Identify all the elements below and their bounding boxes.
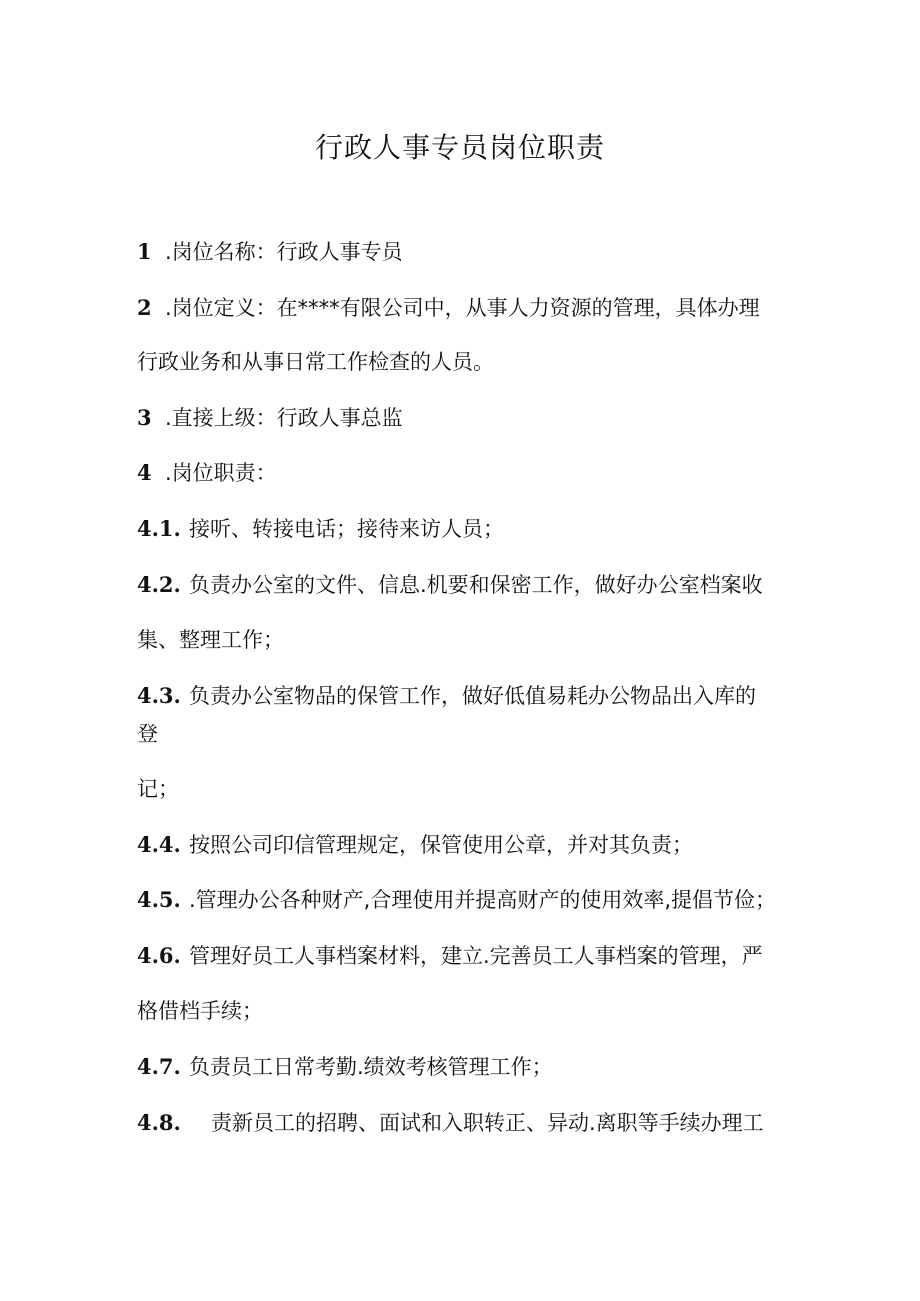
- item-text: 按照公司印信管理规定，保管使用公章，并对其负责；: [189, 833, 693, 857]
- item-4-3-continued: [137, 718, 158, 750]
- item-number: 4.3.: [137, 683, 181, 708]
- item-number: 4.8.: [137, 1110, 181, 1135]
- item-4-3-continued-2: [137, 773, 179, 805]
- item-number: 4.2.: [137, 572, 181, 597]
- item-text: 接听、转接电话；接待来访人员；: [189, 517, 504, 541]
- item-number: 4.7.: [137, 1054, 181, 1079]
- item-text: .岗位定义：在****有限公司中，从事人力资源的管理，具体办理: [165, 296, 760, 320]
- item-3: [137, 402, 403, 434]
- item-1: [137, 236, 403, 268]
- item-4-6: [137, 940, 763, 972]
- item-4-2: [137, 569, 763, 601]
- item-2: [137, 292, 760, 324]
- item-number: 4.6.: [137, 943, 181, 968]
- item-text: 格借档手续；: [137, 999, 263, 1023]
- item-4-5: [137, 884, 776, 916]
- page-title: 行政人事专员岗位职责: [314, 131, 605, 164]
- item-4-2-continued: [137, 624, 284, 656]
- item-4-1: [137, 513, 504, 545]
- item-text: .岗位职责：: [165, 461, 277, 485]
- item-text: 记；: [137, 777, 179, 801]
- item-4-6-continued: [137, 995, 263, 1027]
- item-4-8: [137, 1107, 764, 1139]
- item-text: .管理办公各种财产,合理使用并提高财产的使用效率,提倡节俭；: [189, 888, 777, 912]
- item-text: .直接上级：行政人事总监: [165, 406, 403, 430]
- item-4: [137, 457, 277, 489]
- item-4-3: [137, 680, 756, 712]
- item-4-7: [137, 1051, 553, 1083]
- item-number: 4.1.: [137, 516, 181, 541]
- item-number: 4: [137, 460, 152, 485]
- item-4-4: [137, 829, 693, 861]
- item-text: 负责办公室的文件、信息.机要和保密工作，做好办公室档案收: [189, 573, 763, 597]
- item-text: 责新员工的招聘、面试和入职转正、异动.离职等手续办理工: [211, 1111, 764, 1135]
- item-number: 1: [137, 239, 152, 264]
- item-text: 行政业务和从事日常工作检查的人员。: [137, 350, 494, 374]
- item-text: 登: [137, 722, 158, 746]
- item-number: 4.5.: [137, 887, 181, 912]
- item-number: 2: [137, 295, 152, 320]
- item-text: .岗位名称：行政人事专员: [165, 240, 403, 264]
- item-text: 负责办公室物品的保管工作，做好低值易耗办公物品出入库的: [189, 684, 756, 708]
- item-number: 3: [137, 405, 152, 430]
- item-2-continued: [137, 346, 494, 378]
- item-text: 集、整理工作；: [137, 628, 284, 652]
- item-number: 4.4.: [137, 832, 181, 857]
- item-text: 管理好员工人事档案材料，建立.完善员工人事档案的管理，严: [189, 944, 763, 968]
- item-text: 负责员工日常考勤.绩效考核管理工作；: [189, 1055, 553, 1079]
